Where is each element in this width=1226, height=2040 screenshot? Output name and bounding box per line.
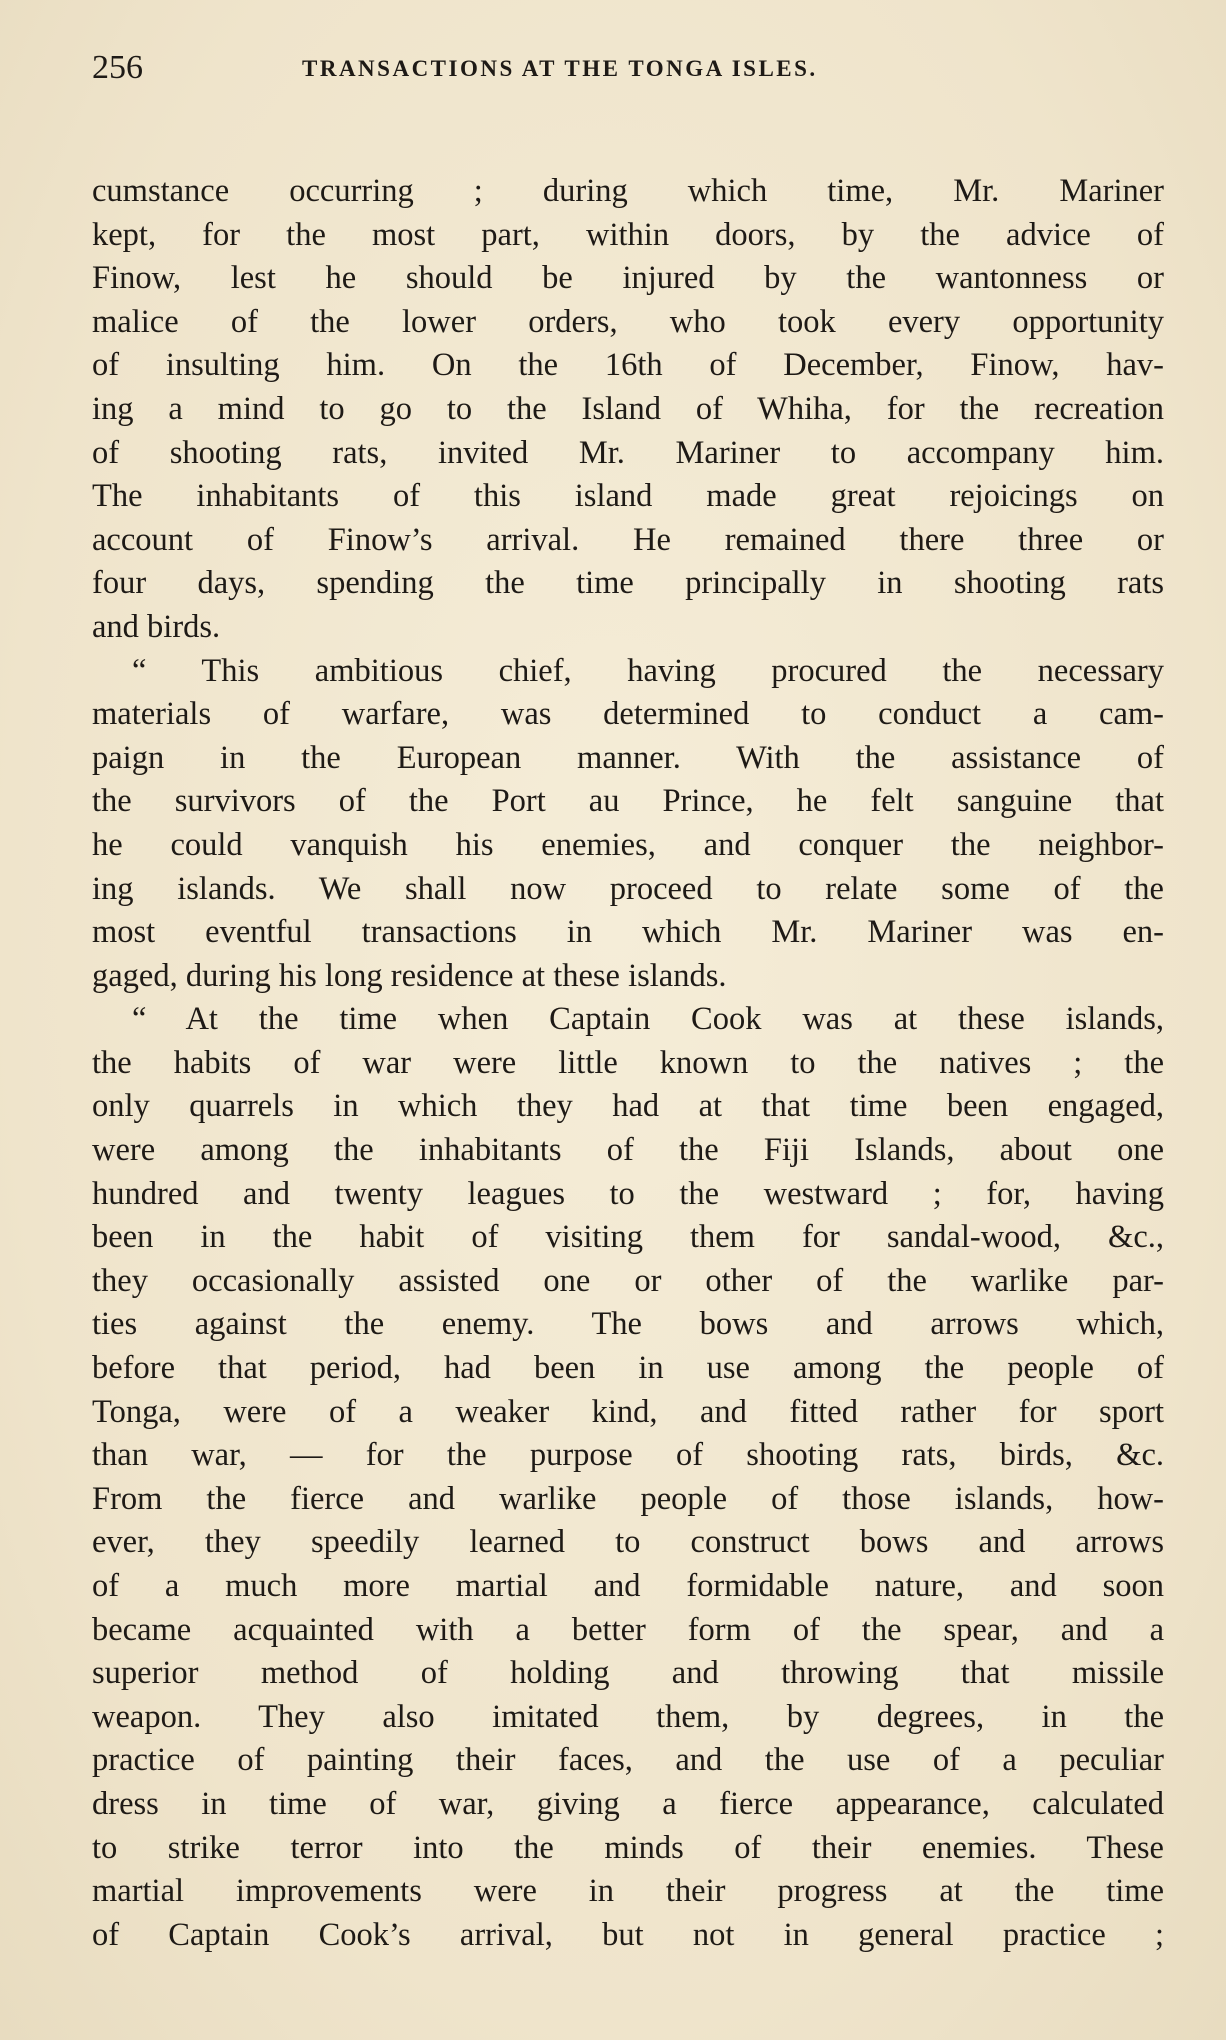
text-line: they occasionally assisted one or other of the warlike par- — [92, 1262, 1164, 1299]
text-line: Tonga, were of a weaker kind, and fitted rather for sport — [92, 1393, 1164, 1430]
text-line: only quarrels in which they had at that time been engaged, — [92, 1088, 1164, 1125]
text-line: cumstance occurring ; during which time, Mr. Mariner — [92, 173, 1164, 209]
page-number: 256 — [92, 49, 143, 86]
running-title: TRANSACTIONS AT THE TONGA ISLES. — [302, 56, 818, 81]
text-line: ing islands. We shall now proceed to relate some of the — [92, 870, 1164, 907]
body-text — [92, 170, 1164, 1957]
text-line: than war, — for the purpose of shooting rats, birds, &c. — [92, 1437, 1164, 1474]
text-line: ever, they speedily learned to construct bows and arrows — [92, 1524, 1164, 1561]
text-line: the habits of war were little known to the natives ; the — [92, 1044, 1164, 1081]
text-line: hundred and twenty leagues to the westward ; for, having — [92, 1175, 1164, 1212]
text-line: Finow, lest he should be injured by the wantonness or — [92, 260, 1164, 297]
text-line: ing a mind to go to the Island of Whiha, for the recreation — [92, 390, 1164, 427]
text-line: most eventful transactions in which Mr. Mariner was en- — [92, 914, 1164, 951]
text-line: before that period, had been in use among the people of — [92, 1350, 1164, 1387]
text-line: of insulting him. On the 16th of December, Finow, hav- — [92, 347, 1164, 384]
text-line: paign in the European manner. With the assistance of — [92, 739, 1164, 776]
text-line: From the fierce and warlike people of those islands, how- — [92, 1480, 1164, 1517]
text-line: materials of warfare, was determined to conduct a cam- — [92, 696, 1164, 733]
text-line: to strike terror into the minds of their enemies. These — [92, 1829, 1164, 1866]
text-line: the survivors of the Port au Prince, he felt sanguine that — [92, 783, 1164, 820]
text-line: superior method of holding and throwing that missile — [92, 1655, 1164, 1692]
text-line: became acquainted with a better form of the spear, and a — [92, 1611, 1164, 1648]
text-line: dress in time of war, giving a fierce appearance, calculated — [92, 1785, 1164, 1822]
text-line: four days, spending the time principally in shooting rats — [92, 565, 1164, 602]
text-line: malice of the lower orders, who took every opportunity — [92, 303, 1164, 340]
text-line: weapon. They also imitated them, by degrees, in the — [92, 1698, 1164, 1735]
text-line: gaged, during his long residence at these islands. — [92, 957, 727, 994]
text-line: account of Finow’s arrival. He remained there three or — [92, 521, 1164, 558]
text-line: of a much more martial and formidable nature, and soon — [92, 1568, 1164, 1604]
text-line: “ At the time when Captain Cook was at these islands, — [132, 1001, 1164, 1038]
text-line: were among the inhabitants of the Fiji Islands, about one — [92, 1132, 1164, 1169]
text-line: of shooting rats, invited Mr. Mariner to accompany him. — [92, 434, 1164, 471]
text-line: martial improvements were in their progress at the time — [92, 1873, 1164, 1910]
text-line: “ This ambitious chief, having procured the necessary — [132, 652, 1164, 689]
text-line: kept, for the most part, within doors, by the advice of — [92, 216, 1164, 253]
text-line: and birds. — [92, 608, 221, 645]
text-line: ties against the enemy. The bows and arrows which, — [92, 1306, 1164, 1343]
text-line: The inhabitants of this island made great rejoicings on — [92, 478, 1164, 515]
text-line: practice of painting their faces, and the use of a peculiar — [92, 1742, 1164, 1779]
text-line: of Captain Cook’s arrival, but not in general practice ; — [92, 1916, 1164, 1953]
text-line: been in the habit of visiting them for sandal-wood, &c., — [92, 1219, 1164, 1256]
running-head — [92, 48, 1164, 92]
text-line: he could vanquish his enemies, and conquer the neighbor- — [92, 826, 1164, 863]
